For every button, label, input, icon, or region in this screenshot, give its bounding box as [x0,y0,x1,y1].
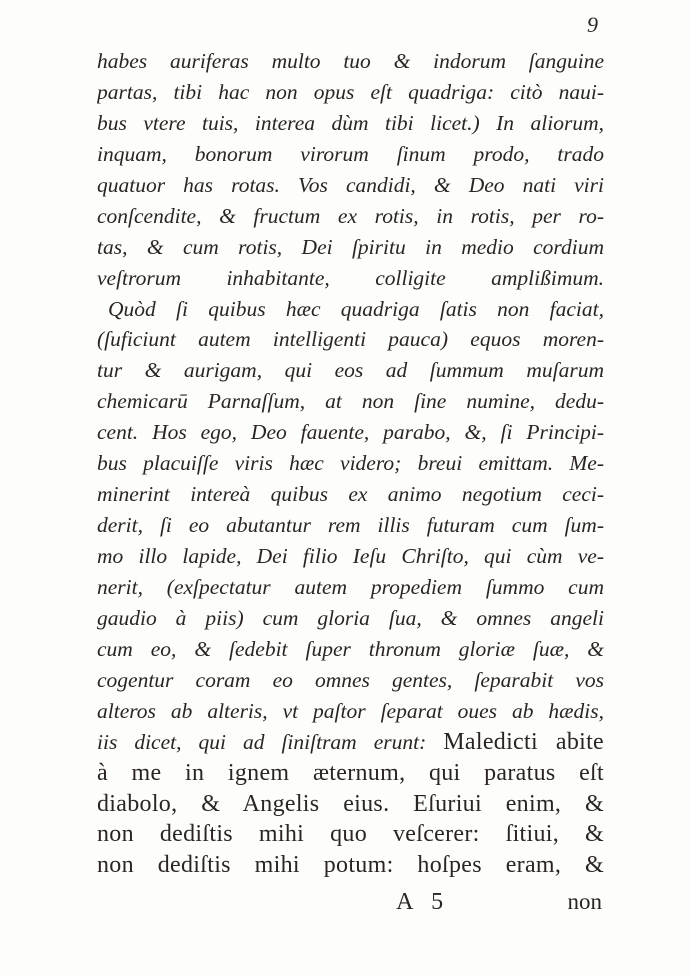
text-segment: partas, tibi hac non opus eſt quadriga: citò naui- [97,79,604,104]
text-segment: tur & aurigam, qui eos ad ſummum muſarum [97,358,604,383]
text-segment: cent. Hos ego, Deo fauente, parabo, &, ſi Principi- [97,420,604,445]
signature-mark: A 5 [396,889,444,915]
text-segment: non dediſtis mihi potum: hoſpes eram, & [97,852,604,879]
text-line [97,850,604,881]
text-line [97,665,604,696]
text-segment: inquam, bonorum virorum ſinum prodo, trado [97,141,604,166]
catchword: non [567,889,602,914]
text-segment: minerint intereà quibus ex animo negotium ceci- [97,482,604,507]
text-line [97,170,604,201]
text-line [97,386,604,417]
text-line [97,727,604,758]
text-line [97,294,604,325]
text-line [97,758,604,789]
text-line [97,572,604,603]
text-line [97,46,604,77]
text-segment: mo illo lapide, Dei filio Ieſu Chriſto, qui cùm ve- [97,544,604,568]
text-line [97,139,604,170]
text-line [97,541,604,572]
text-line [97,789,604,820]
text-segment: bus placuiſſe viris hæc videro; breui emittam. Me- [97,451,604,476]
text-line [97,510,604,541]
text-segment: cum eo, & ſedebit ſuper thronum gloriæ ſuæ, & [97,636,604,661]
text-line [97,108,604,139]
text-segment: conſcendite, & fructum ex rotis, in rotis, per ro- [97,203,604,228]
text-segment: à me in ignem æternum, qui paratus eſt [97,759,604,786]
text-segment: derit, ſi eo abutantur rem illis futuram cum ſum- [97,513,604,538]
text-line [97,603,604,634]
text-segment: nerit, (exſpectatur autem propediem ſummo cum [97,574,604,599]
text-line [97,448,604,479]
text-segment: diabolo, & Angelis eius. Eſuriui enim, & [97,790,604,817]
page-number: 9 [587,12,598,37]
text-segment: quatuor has rotas. Vos candidi, & Deo nati viri [97,172,604,197]
text-line [97,324,604,355]
text-line [97,77,604,108]
text-segment: iis dicet, qui ad ſiniſtram erunt: [97,729,444,754]
text-segment: gaudio à piis) cum gloria ſua, & omnes angeli [97,605,604,630]
text-segment: habes auriferas multo tuo & indorum ſanguine [97,49,604,73]
text-segment: (ſuficiunt autem intelligenti pauca) equos moren- [97,327,604,352]
text-segment: veſtrorum inhabitante, colligite amplißimum. [97,265,604,290]
text-segment: Quòd ſi quibus hæc quadriga ſatis non faciat, [108,296,604,321]
text-line [97,232,604,263]
text-line [97,634,604,665]
text-segment: bus vtere tuis, interea dùm tibi licet.) In aliorum, [97,110,604,135]
text-line [97,417,604,448]
text-line [97,479,604,510]
text-line [97,263,604,294]
text-segment: Maledicti abite [443,728,604,755]
text-line [97,201,604,232]
text-segment: cogentur coram eo omnes gentes, ſeparabit vos [97,667,604,692]
text-line [97,696,604,727]
page-footer [97,889,604,923]
text-line [97,819,604,850]
text-segment: non dediſtis mihi quo veſcerer: ſitiui, & [97,821,604,848]
text-segment: alteros ab alteris, vt paſtor ſeparat oues ab hædis, [97,698,604,723]
text-block [97,46,604,881]
text-segment: chemicarū Parnaſſum, at non ſine numine, dedu- [97,389,604,414]
text-line [97,355,604,386]
text-segment: tas, & cum rotis, Dei ſpiritu in medio cordium [97,234,604,259]
